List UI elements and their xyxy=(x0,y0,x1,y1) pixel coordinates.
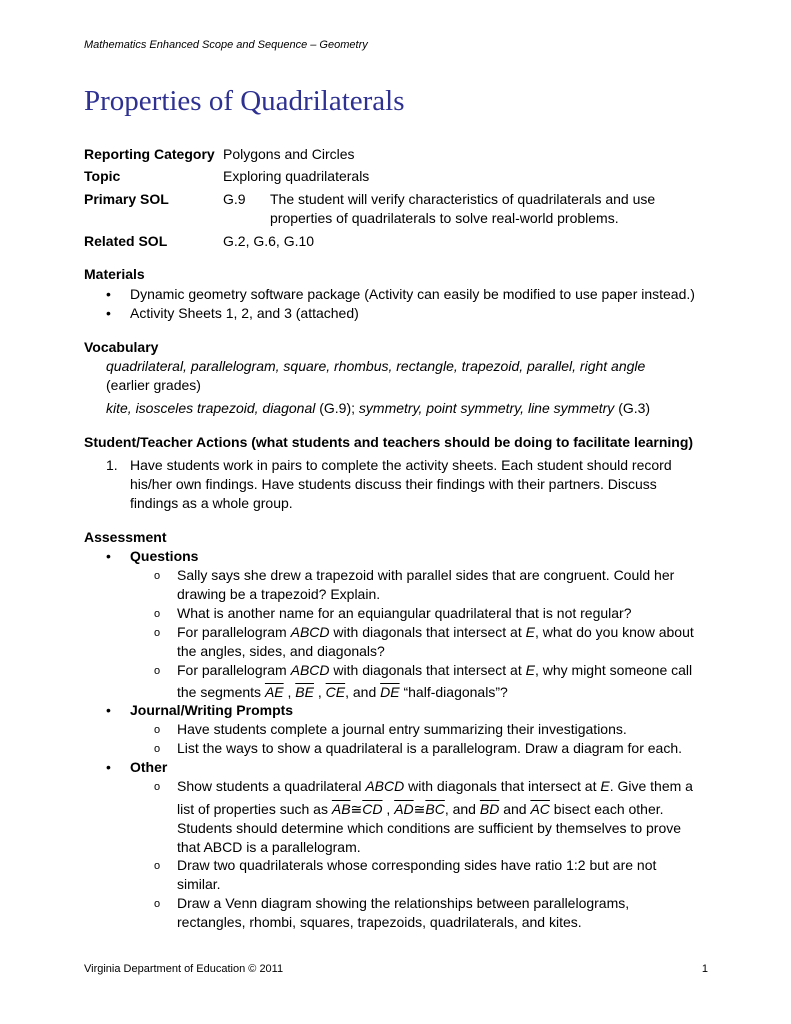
primary-sol-text-line2: properties of quadrilaterals to solve real-world problems. xyxy=(270,210,619,226)
footer-copyright: Virginia Department of Education © 2011 xyxy=(84,963,284,975)
segment-bc: $\overline{BC}$ xyxy=(425,801,445,817)
topic-value: Exploring quadrilaterals xyxy=(223,168,370,184)
other-label: Other xyxy=(130,759,168,775)
bullet-icon: • xyxy=(106,759,111,775)
vocabulary-heading: Vocabulary xyxy=(84,339,159,355)
segment-ad: $\overline{AD}$ xyxy=(394,801,414,817)
question-1-line2: drawing be a trapezoid? Explain. xyxy=(177,586,381,602)
journal-label: Journal/Writing Prompts xyxy=(130,702,294,718)
bullet-icon: • xyxy=(106,286,111,302)
sub-bullet-icon: o xyxy=(154,665,161,677)
vocabulary-line2 xyxy=(106,399,746,418)
page-number: 1 xyxy=(701,963,708,975)
sub-bullet-icon: o xyxy=(154,743,161,755)
materials-item-text: Dynamic geometry software package (Activity can easily be modified to use paper instead.) xyxy=(130,286,695,302)
other-1-line2: list of properties such as $\overline{AB}≅\overline{CD}$ , $\overline{AD}≅\overline{BC}$, and $\overline{BD}$ and $\overline{AC}$ bisect each other. xyxy=(177,801,664,817)
question-3-line1: For parallelogram ABCD with diagonals that intersect at E, what do you know about xyxy=(177,624,694,640)
segment-cd: $\overline{CD}$ xyxy=(362,801,383,817)
sub-bullet-icon: o xyxy=(154,898,161,910)
topic-label: Topic xyxy=(84,168,121,184)
vocabulary-line1 xyxy=(106,357,746,376)
sub-bullet-icon: o xyxy=(154,608,161,620)
reporting-category-value: Polygons and Circles xyxy=(223,146,355,162)
questions-label: Questions xyxy=(130,548,199,564)
segment-de: $\overline{DE}$ xyxy=(380,684,400,700)
journal-prompt-1-text: Have students complete a journal entry summarizing their investigations. xyxy=(177,721,627,737)
sub-bullet-icon: o xyxy=(154,570,161,582)
sub-bullet-icon: o xyxy=(154,724,161,736)
question-3-line2: the angles, sides, and diagonals? xyxy=(177,643,385,659)
vocabulary-line1-tail: (earlier grades) xyxy=(106,377,201,393)
related-sol-value: G.2, G.6, G.10 xyxy=(223,233,315,249)
materials-item-text: Activity Sheets 1, 2, and 3 (attached) xyxy=(130,305,359,321)
actions-text-line2: his/her own findings. Have students discuss their findings with their partners. Discuss xyxy=(130,476,657,492)
segment-bd: $\overline{BD}$ xyxy=(479,801,500,817)
other-1-line3: Students should determine which conditions are sufficient by themselves to prove xyxy=(177,820,682,836)
related-sol-label: Related SOL xyxy=(84,233,168,249)
other-2-line2: similar. xyxy=(177,876,221,892)
vocabulary-terms: symmetry, point symmetry, line symmetry xyxy=(358,400,615,416)
other-3-line2: rectangles, rhombi, squares, trapezoids, quadrilaterals, and kites. xyxy=(177,914,582,930)
primary-sol-code: G.9 xyxy=(223,191,246,207)
primary-sol-label: Primary SOL xyxy=(84,191,169,207)
vocabulary-terms: kite, isosceles trapezoid, diagonal xyxy=(106,400,316,416)
question-4-line1: For parallelogram ABCD with diagonals that intersect at E, why might someone call xyxy=(177,662,693,678)
other-1-line4: that ABCD is a parallelogram. xyxy=(177,839,361,855)
vocabulary-sol: (G.3) xyxy=(614,400,651,416)
bullet-icon: • xyxy=(106,305,111,321)
segment-be: $\overline{BE}$ xyxy=(295,684,314,700)
actions-text-line1: Have students work in pairs to complete the activity sheets. Each student should record xyxy=(130,457,672,473)
actions-text-line3: findings as a whole group. xyxy=(130,495,293,511)
segment-ab: $\overline{AB}$ xyxy=(331,801,351,817)
question-1-line1: Sally says she drew a trapezoid with parallel sides that are congruent. Could her xyxy=(177,567,675,583)
sub-bullet-icon: o xyxy=(154,627,161,639)
bullet-icon: • xyxy=(106,548,111,564)
sub-bullet-icon: o xyxy=(154,781,161,793)
other-1-line1: Show students a quadrilateral ABCD with diagonals that intersect at E. Give them a xyxy=(177,778,693,794)
running-header: Mathematics Enhanced Scope and Sequence – Geometry xyxy=(84,39,368,51)
segment-ae: $\overline{AE}$ xyxy=(264,684,284,700)
question-2-text: What is another name for an equiangular quadrilateral that is not regular? xyxy=(177,605,632,621)
other-3-line1: Draw a Venn diagram showing the relationships between parallelograms, xyxy=(177,895,630,911)
segment-ce: $\overline{CE}$ xyxy=(325,684,346,700)
actions-heading: Student/Teacher Actions (what students and teachers should be doing to facilitate learning) xyxy=(84,434,694,450)
vocabulary-terms: quadrilateral, parallelogram, square, rhombus, rectangle, trapezoid, parallel, right angle xyxy=(106,358,646,374)
segment-ac: $\overline{AC}$ xyxy=(530,801,550,817)
vocabulary-sol: (G.9); xyxy=(315,400,359,416)
journal-prompt-2-text: List the ways to show a quadrilateral is a parallelogram. Draw a diagram for each. xyxy=(177,740,683,756)
sub-bullet-icon: o xyxy=(154,860,161,872)
primary-sol-text-line1: The student will verify characteristics of quadrilaterals and use xyxy=(270,191,656,207)
page-footer xyxy=(84,962,708,976)
assessment-heading: Assessment xyxy=(84,529,167,545)
list-number: 1. xyxy=(106,457,118,473)
materials-heading: Materials xyxy=(84,266,145,282)
bullet-icon: • xyxy=(106,702,111,718)
question-4-line2: the segments $\overline{AE}$ , $\overline{BE}$ , $\overline{CE}$, and $\overline{DE}$ “half-diagonals”? xyxy=(177,684,508,700)
other-2-line1: Draw two quadrilaterals whose corresponding sides have ratio 1:2 but are not xyxy=(177,857,657,873)
reporting-category-label: Reporting Category xyxy=(84,146,215,162)
page-title: Properties of Quadrilaterals xyxy=(84,85,405,117)
